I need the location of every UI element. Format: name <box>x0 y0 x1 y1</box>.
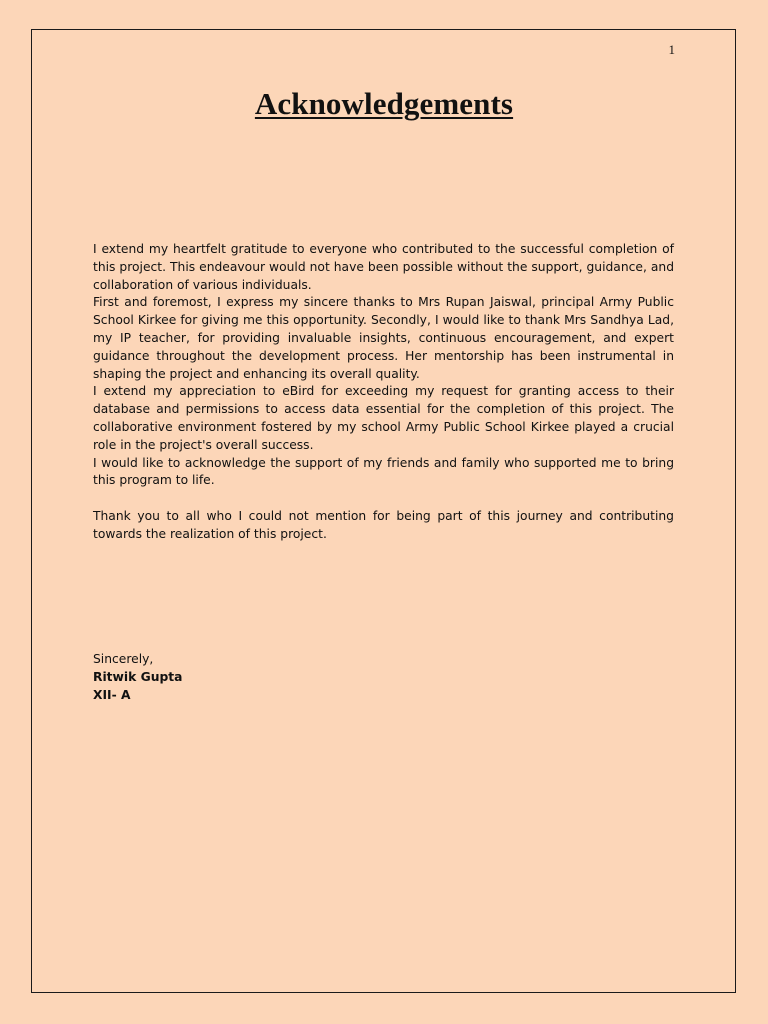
paragraph-thank-you: Thank you to all who I could not mention for being part of this journey and contributing towards the realization of this project. <box>93 508 674 541</box>
signature-class: XII- A <box>93 687 131 702</box>
page-number: 1 <box>668 42 675 57</box>
paragraph-friends-family: I would like to acknowledge the support of my friends and family who supported me to bring this program to life. <box>93 455 674 488</box>
signature-block <box>93 651 182 704</box>
paragraph-ebird: I extend my appreciation to eBird for exceeding my request for granting access to their database and permissions to access data essential for the completion of this project. The collaborative environment fostered by my school Army Public School Kirkee played a crucial role in the project's overall success. <box>93 384 674 452</box>
paragraph-gratitude: I extend my heartfelt gratitude to everyone who contributed to the successful completion of this project. This endeavour would not have been possible without the support, guidance, and collaboration of various individuals. <box>93 242 674 292</box>
paragraph-principal-teacher: First and foremost, I express my sincere thanks to Mrs Rupan Jaiswal, principal Army Public School Kirkee for giving me this opportunity. Secondly, I would like to thank Mrs Sandhya Lad, my IP teacher, for providing invaluable insights, continuous encouragement, and expert guidance throughout the development process. Her mentorship has been instrumental in shaping the project and enhancing its overall quality. <box>93 295 674 381</box>
acknowledgement-body <box>93 241 674 544</box>
page-title: Acknowledgements <box>254 86 514 121</box>
signature-closing: Sincerely, <box>93 652 154 666</box>
signature-name: Ritwik Gupta <box>93 669 183 684</box>
